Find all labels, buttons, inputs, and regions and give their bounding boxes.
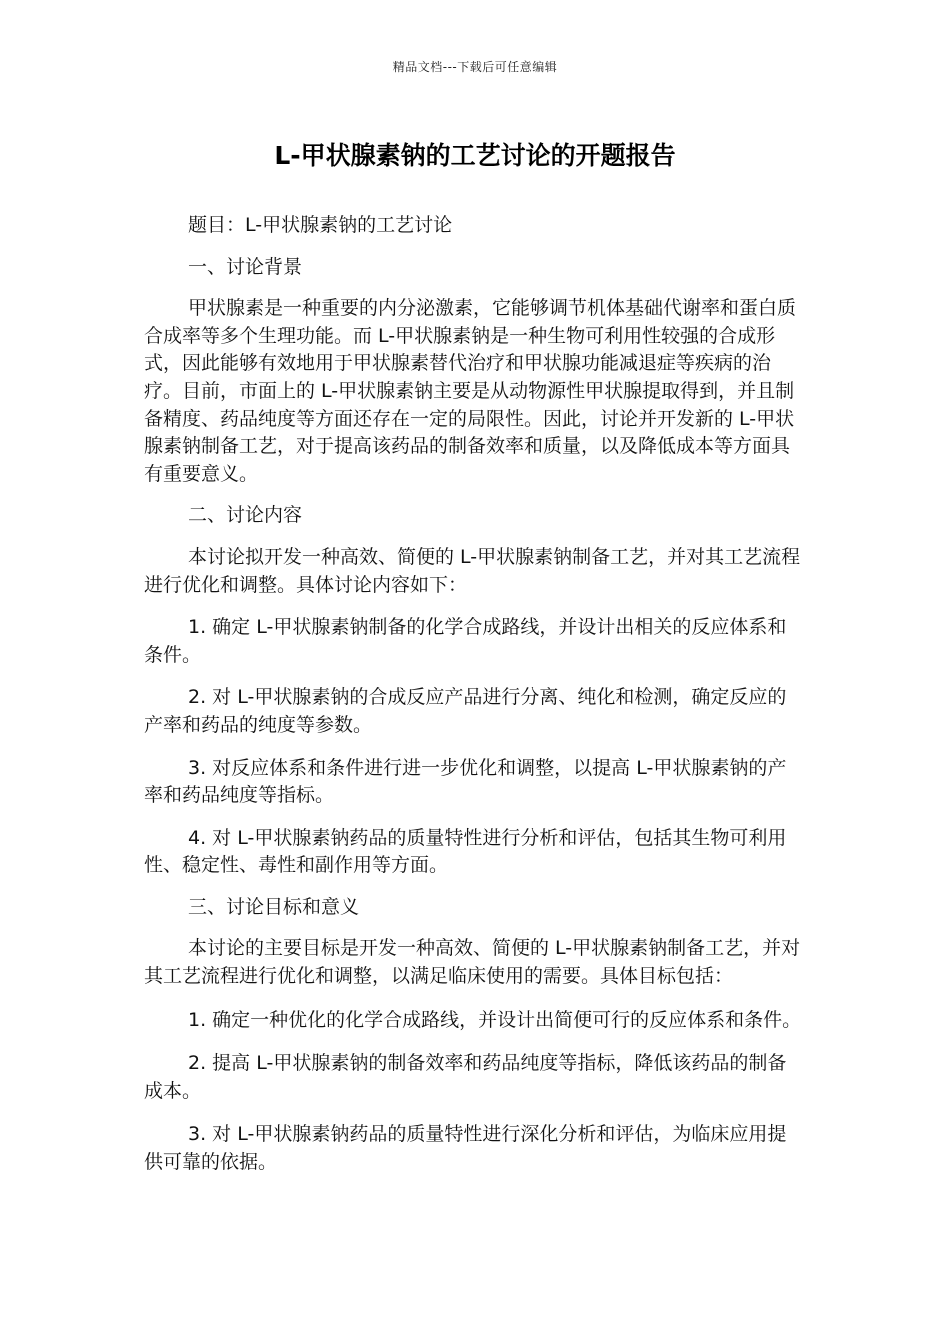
- content-item-1: 1. 确定 L-甲状腺素钠制备的化学合成路线，并设计出相关的反应体系和条件。: [144, 616, 787, 666]
- content-item-4: 4. 对 L-甲状腺素钠药品的质量特性进行分析和评估，包括其生物可利用性、稳定性、毒性和副作用等方面。: [144, 826, 787, 877]
- section-heading-content: 二、讨论内容: [188, 504, 303, 527]
- goal-item-3: 3. 对 L-甲状腺素钠药品的质量特性进行深化分析和评估，为临床应用提供可靠的依据。: [144, 1123, 787, 1174]
- goal-item-2: 2. 提高 L-甲状腺素钠的制备效率和药品纯度等指标，降低该药品的制备成本。: [144, 1052, 787, 1102]
- document-title: L-甲状腺素钠的工艺讨论的开题报告: [274, 141, 676, 170]
- section-heading-background: 一、讨论背景: [188, 255, 303, 278]
- goal-item-1: 1. 确定一种优化的化学合成路线，并设计出简便可行的反应体系和条件。: [188, 1008, 802, 1031]
- content-item-3: 3. 对反应体系和条件进行进一步优化和调整，以提高 L-甲状腺素钠的产率和药品纯度等指标。: [144, 756, 787, 807]
- background-paragraph: 甲状腺素是一种重要的内分泌激素，它能够调节机体基础代谢率和蛋白质合成率等多个生理功能。而 L-甲状腺素钠是一种生物可利用性较强的合成形式，因此能够有效地用于甲状腺素替代治疗和甲状腺功能减退症等疾病的治疗。目前，市面上的 L-甲状腺素钠主要是从动物源性甲状腺提取得到，并且制备精度、药品纯度等方面还存在一定的局限性。因此，讨论并开发新的 L-甲状腺素钠制备工艺，对于提高该药品的制备效率和质量，以及降低成本等方面具有重要意义。: [144, 297, 797, 485]
- goals-intro-paragraph: 本讨论的主要目标是开发一种高效、简便的 L-甲状腺素钠制备工艺，并对其工艺流程进行优化和调整，以满足临床使用的需要。具体目标包括：: [144, 937, 801, 988]
- content-intro-paragraph: 本讨论拟开发一种高效、简便的 L-甲状腺素钠制备工艺，并对其工艺流程进行优化和调整。具体讨论内容如下：: [144, 545, 801, 596]
- document-body: [144, 212, 804, 1177]
- content-item-2: 2. 对 L-甲状腺素钠的合成反应产品进行分离、纯化和检测，确定反应的产率和药品的纯度等参数。: [144, 686, 787, 736]
- section-heading-goals: 三、讨论目标和意义: [188, 895, 360, 918]
- header-note: 精品文档---下载后可任意编辑: [392, 60, 558, 74]
- subject-line: 题目：L-甲状腺素钠的工艺讨论: [188, 214, 453, 236]
